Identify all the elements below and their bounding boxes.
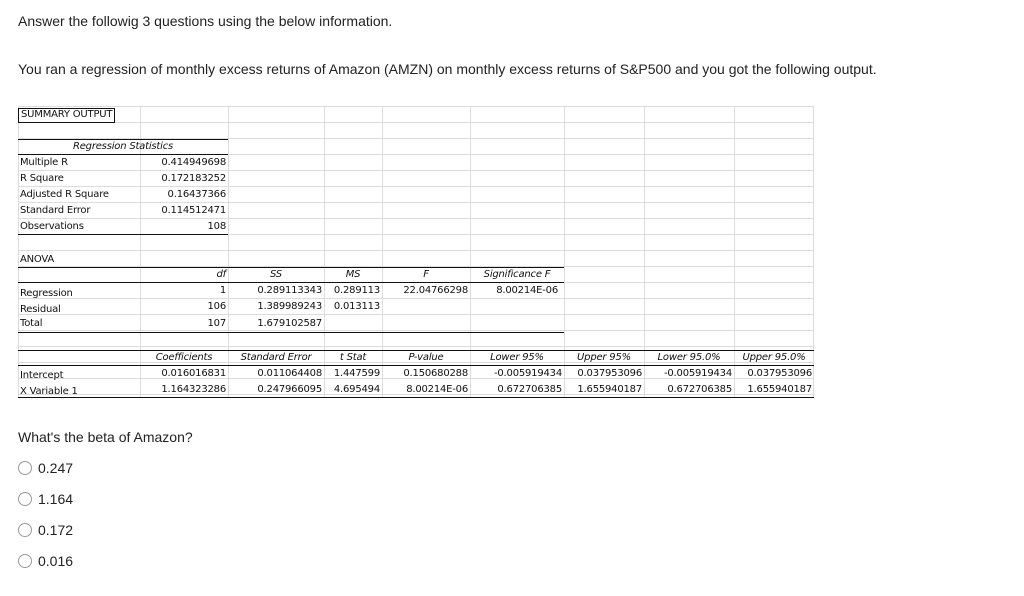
coef-value: -0.005919434 (663, 368, 732, 379)
stat-label: Standard Error (20, 205, 91, 216)
answer-option[interactable] (18, 458, 73, 478)
question-text: What's the beta of Amazon? (18, 429, 193, 445)
summary-title: SUMMARY OUTPUT (18, 108, 115, 123)
coef-value: 0.016016831 (161, 368, 226, 379)
coef-value: 0.011064408 (257, 368, 322, 379)
anova-ss: 1.679102587 (257, 318, 322, 329)
stat-label: Multiple R (20, 157, 68, 168)
answer-option[interactable] (18, 520, 73, 540)
answer-option-label: 0.247 (38, 460, 74, 476)
answer-option-label: 1.164 (38, 491, 74, 507)
coef-value: 0.150680288 (403, 368, 468, 379)
anova-df: 106 (207, 301, 226, 312)
anova-row-label: Total (20, 318, 43, 329)
anova-header-df: df (216, 269, 226, 280)
coef-value: 8.00214E-06 (406, 384, 468, 395)
coef-row-label: X Variable 1 (20, 386, 78, 397)
answer-option[interactable] (18, 489, 73, 509)
coef-header: Lower 95.0% (657, 352, 721, 363)
anova-header-ss: SS (270, 269, 282, 280)
anova-f: 22.04766298 (403, 285, 468, 296)
stat-label: Adjusted R Square (20, 189, 109, 200)
coef-row-label: Intercept (20, 370, 64, 381)
radio-button[interactable] (18, 554, 32, 568)
anova-header-ms: MS (345, 269, 361, 280)
coef-value: 4.695494 (333, 384, 380, 395)
radio-button[interactable] (18, 492, 32, 506)
coef-value: 0.672706385 (667, 384, 732, 395)
anova-ss: 0.289113343 (257, 285, 322, 296)
radio-button[interactable] (18, 523, 32, 537)
instructions-text: Answer the followig 3 questions using the below information. (18, 13, 393, 29)
answer-option-label: 0.016 (38, 553, 74, 569)
coef-value: -0.005919434 (493, 368, 562, 379)
stat-value: 0.16437366 (167, 189, 226, 200)
coef-value: 1.655940187 (747, 384, 812, 395)
stat-value: 0.172183252 (161, 173, 226, 184)
coef-value: 1.655940187 (577, 384, 642, 395)
anova-header-significance-f: Significance F (483, 269, 551, 280)
answer-option-label: 0.172 (38, 522, 74, 538)
stat-label: Observations (20, 221, 84, 232)
coef-header: Lower 95% (490, 352, 544, 363)
coef-value: 0.037953096 (747, 368, 812, 379)
anova-header-f: F (423, 269, 429, 280)
regression-statistics-header: Regression Statistics (72, 141, 174, 152)
coef-value: 0.037953096 (577, 368, 642, 379)
regression-output-table (18, 106, 814, 398)
coef-value: 0.672706385 (497, 384, 562, 395)
anova-ss: 1.389989243 (257, 301, 322, 312)
stat-label: R Square (20, 173, 64, 184)
anova-ms: 0.013113 (333, 301, 380, 312)
coef-header: t Stat (339, 352, 367, 363)
coef-header: Upper 95.0% (742, 352, 806, 363)
coef-header: Upper 95% (577, 352, 631, 363)
anova-df: 107 (207, 318, 226, 329)
radio-button[interactable] (18, 461, 32, 475)
anova-ms: 0.289113 (333, 285, 380, 296)
anova-significance-f: 8.00214E-06 (496, 285, 558, 296)
coef-header: Standard Error (240, 352, 312, 363)
coef-value: 0.247966095 (257, 384, 322, 395)
coef-header: Coefficients (155, 352, 213, 363)
stat-value: 0.414949698 (161, 157, 226, 168)
coef-value: 1.447599 (333, 368, 380, 379)
coef-value: 1.164323286 (161, 384, 226, 395)
coef-header: P-value (408, 352, 444, 363)
anova-df: 1 (219, 285, 226, 296)
anova-row-label: Regression (20, 288, 73, 299)
stat-value: 0.114512471 (161, 205, 226, 216)
anova-row-label: Residual (20, 304, 61, 315)
answer-option[interactable] (18, 551, 73, 571)
context-text: You ran a regression of monthly excess returns of Amazon (AMZN) on monthly excess returns of S&P500 and you got the following output. (18, 61, 877, 77)
anova-title: ANOVA (20, 254, 55, 265)
stat-value: 108 (207, 221, 226, 232)
